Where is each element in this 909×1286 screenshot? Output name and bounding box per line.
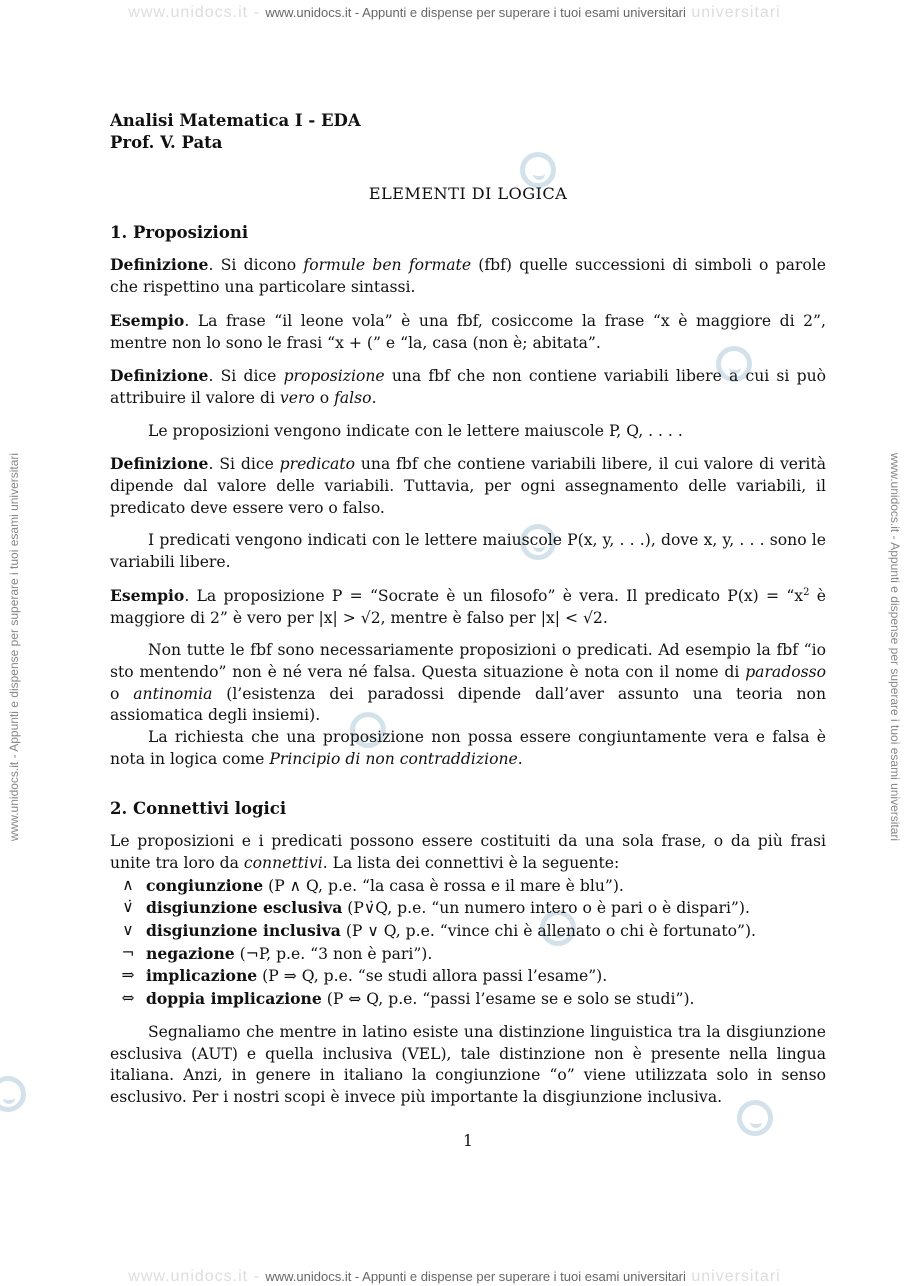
list-item: ∨ disgiunzione inclusiva (P ∨ Q, p.e. “vince chi è allenato o chi è fortunato”). [110, 920, 826, 943]
document-page [110, 110, 826, 1152]
page-number: 1 [463, 1131, 473, 1150]
page-title: ELEMENTI DI LOGICA [368, 184, 568, 203]
watermark-bottom-text: www.unidocs.it - Appunti e dispense per superare i tuoi esami universitari [265, 1269, 686, 1284]
watermark-right: www.unidocs.it - Appunti e dispense per superare i tuoi esami universitari [888, 452, 902, 842]
list-item: ⇔ doppia implicazione (P ⇔ Q, p.e. “passi l’esame se e solo se studi”). [110, 988, 826, 1011]
definition-predicato: Definizione. Si dice predicato una fbf che contiene variabili libere, il cui valore di verità dipende dal valore delle variabili. Tuttavia, per ogni assegnamento delle variabili, il predicato deve essere vero o falso. [110, 454, 826, 517]
definition-proposizione: Definizione. Si dice proposizione una fbf che non contiene variabili libere a cui si può attribuire il valore di vero o falso. [110, 366, 826, 407]
iff-symbol-icon: ⇔ [121, 989, 135, 1008]
not-symbol-icon: ¬ [121, 943, 135, 962]
watermark-left: www.unidocs.it - Appunti e dispense per superare i tuoi esami universitari [7, 452, 21, 842]
list-item: ∨̇ disgiunzione esclusiva (P∨̇Q, p.e. “un numero intero o è pari o è dispari”). [110, 897, 826, 920]
implies-symbol-icon: ⇒ [121, 966, 135, 985]
section-heading-2: 2. Connettivi logici [110, 799, 287, 819]
definition-fbf: Definizione. Si dicono formule ben formate (fbf) quelle successioni di simboli o parole che rispettino una particolare sintassi. [110, 255, 826, 297]
or-symbol-icon: ∨ [122, 920, 134, 939]
professor-name: Prof. V. Pata [110, 132, 223, 152]
watermark-bottom: www.unidocs.it - www.unidocs.it - Appunti e dispense per superare i tuoi esami universitari universitari [128, 1268, 781, 1285]
example-fbf: Esempio. La frase “il leone vola” è una fbf, cosiccome la frase “x è maggiore di 2”, mentre non lo sono le frasi “x + (” e “la, casa (non è; abitata”. [110, 310, 826, 352]
course-title: Analisi Matematica I - EDA [110, 111, 361, 130]
section-heading-1: 1. Proposizioni [110, 222, 249, 242]
watermark-top: www.unidocs.it - www.unidocs.it - Appunti e dispense per superare i tuoi esami universitari universitari [128, 4, 781, 21]
example-socrate: Esempio. La proposizione P = “Socrate è un filosofo” è vera. Il predicato $P(x) = “x^2$ è maggiore di 2” è vero per |x| > √2, mentre è falso per |x| < √2. [110, 585, 826, 627]
list-item: ¬ negazione (¬P, p.e. “3 non è pari”). [110, 943, 826, 966]
list-item: ⇒ implicazione (P ⇒ Q, p.e. “se studi allora passi l’esame”). [110, 965, 826, 988]
and-symbol-icon: ∧ [122, 875, 134, 894]
list-item: ∧ congiunzione (P ∧ Q, p.e. “la casa è rossa e il mare è blu”). [110, 875, 826, 898]
paragraph-non-contraddizione: La richiesta che una proposizione non possa essere congiuntamente vera e falsa è nota in logica come Principio di non contraddizione. [110, 728, 826, 768]
paragraph-paradosso: Non tutte le fbf sono necessariamente proposizioni o predicati. Ad esempio la fbf “io sto mentendo” non è né vera né falsa. Questa situazione è nota con il nome di paradosso o antinomia (l’esistenza dei paradossi dipende dall’aver assunto una teoria non assiomatica degli insiemi). [110, 641, 826, 725]
paragraph-aut-vel: Segnaliamo che mentre in latino esiste una distinzione linguistica tra la disgiunzione esclusiva (AUT) e quella inclusiva (VEL), tale distinzione non è presente nella lingua italiana. Anzi, in genere in italiano la congiunzione “o” viene utilizzata solo in senso esclusivo. Per i nostri scopi è invece più importante la disgiunzione inclusiva. [110, 1022, 826, 1106]
watermark-logo-icon [0, 1076, 26, 1112]
connectives-list [110, 875, 826, 1011]
watermark-top-text: www.unidocs.it - Appunti e dispense per superare i tuoi esami universitari [265, 5, 686, 20]
paragraph-proposizioni: Le proposizioni vengono indicate con le lettere maiuscole P, Q, . . . . [148, 421, 683, 440]
xor-symbol-icon: ∨̇ [122, 898, 134, 917]
paragraph-predicati: I predicati vengono indicati con le lettere maiuscole P(x, y, . . .), dove x, y, . . . sono le variabili libere. [110, 531, 826, 572]
paragraph-connettivi-intro: Le proposizioni e i predicati possono essere costituiti da una sola frase, o da più frasi unite tra loro da connettivi. La lista dei connettivi è la seguente: [110, 832, 826, 872]
